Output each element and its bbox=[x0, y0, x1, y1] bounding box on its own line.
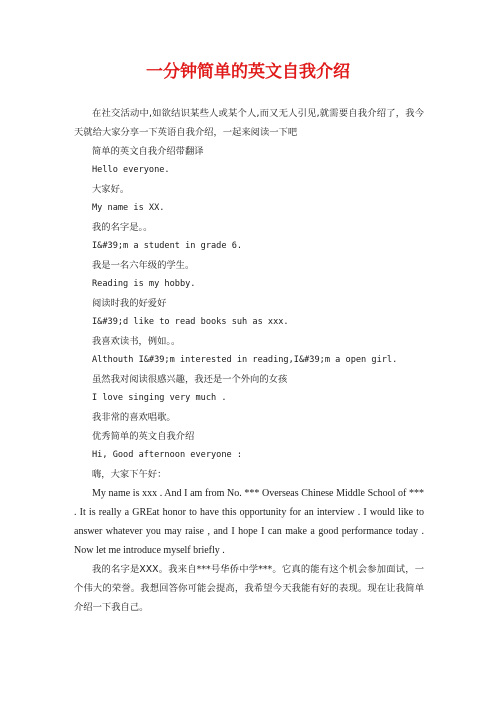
english-line: I&#39;m a student in grade 6. bbox=[92, 241, 243, 251]
english-line: Reading is my hobby. bbox=[92, 279, 196, 289]
chinese-line: 我是一名六年级的学生。 bbox=[92, 260, 195, 271]
document-body bbox=[74, 104, 424, 617]
chinese-line: 大家好。 bbox=[92, 184, 130, 195]
chinese-line: 嗨，大家下午好： bbox=[92, 469, 167, 480]
english-line: I love singing very much . bbox=[92, 393, 227, 403]
english-line: Althouth I&#39;m interested in reading,I&#39;m a open girl. bbox=[92, 355, 398, 365]
english-line: I&#39;d like to read books suh as xxx. bbox=[92, 317, 289, 327]
chinese-line: 我非常的喜欢唱歌。 bbox=[92, 412, 176, 423]
chinese-line: 我喜欢读书，例如。。 bbox=[92, 336, 181, 347]
english-line: Hi, Good afternoon everyone : bbox=[92, 450, 243, 460]
chinese-line: 我的名字是。。 bbox=[92, 222, 153, 233]
english-paragraph: My name is xxx . And I am from No. *** Overseas Chinese Middle School of *** . It is really a GREat honor to have this opportunity for an interview . I would like to answer whatever you may raise , and I hope I can make a good performance today . Now let me introduce myself briefly . bbox=[74, 488, 424, 556]
english-line: Hello everyone. bbox=[92, 165, 170, 175]
document-title: 一分钟简单的英文自我介绍 bbox=[146, 62, 350, 82]
section-heading-simple: 简单的英文自我介绍带翻译 bbox=[92, 146, 204, 157]
section-heading-excellent: 优秀简单的英文自我介绍 bbox=[92, 431, 195, 442]
chinese-line: 虽然我对阅读很感兴趣，我还是一个外向的女孩 bbox=[92, 374, 288, 385]
intro-paragraph: 在社交活动中,如欲结识某些人或某个人,而又无人引见,就需要自我介绍了，我今天就给大家分享一下英语自我介绍，一起来阅读一下吧 bbox=[74, 108, 424, 138]
english-line: My name is XX. bbox=[92, 203, 165, 213]
chinese-line: 阅读时我的好爱好 bbox=[92, 298, 167, 309]
chinese-paragraph: 我的名字是XXX。我来自***号华侨中学***。它真的能有这个机会参加面试，一个伟大的荣誉。我想回答你可能会提高，我希望今天我能有好的表现。现在让我简单介绍一下我自己。 bbox=[74, 564, 424, 613]
